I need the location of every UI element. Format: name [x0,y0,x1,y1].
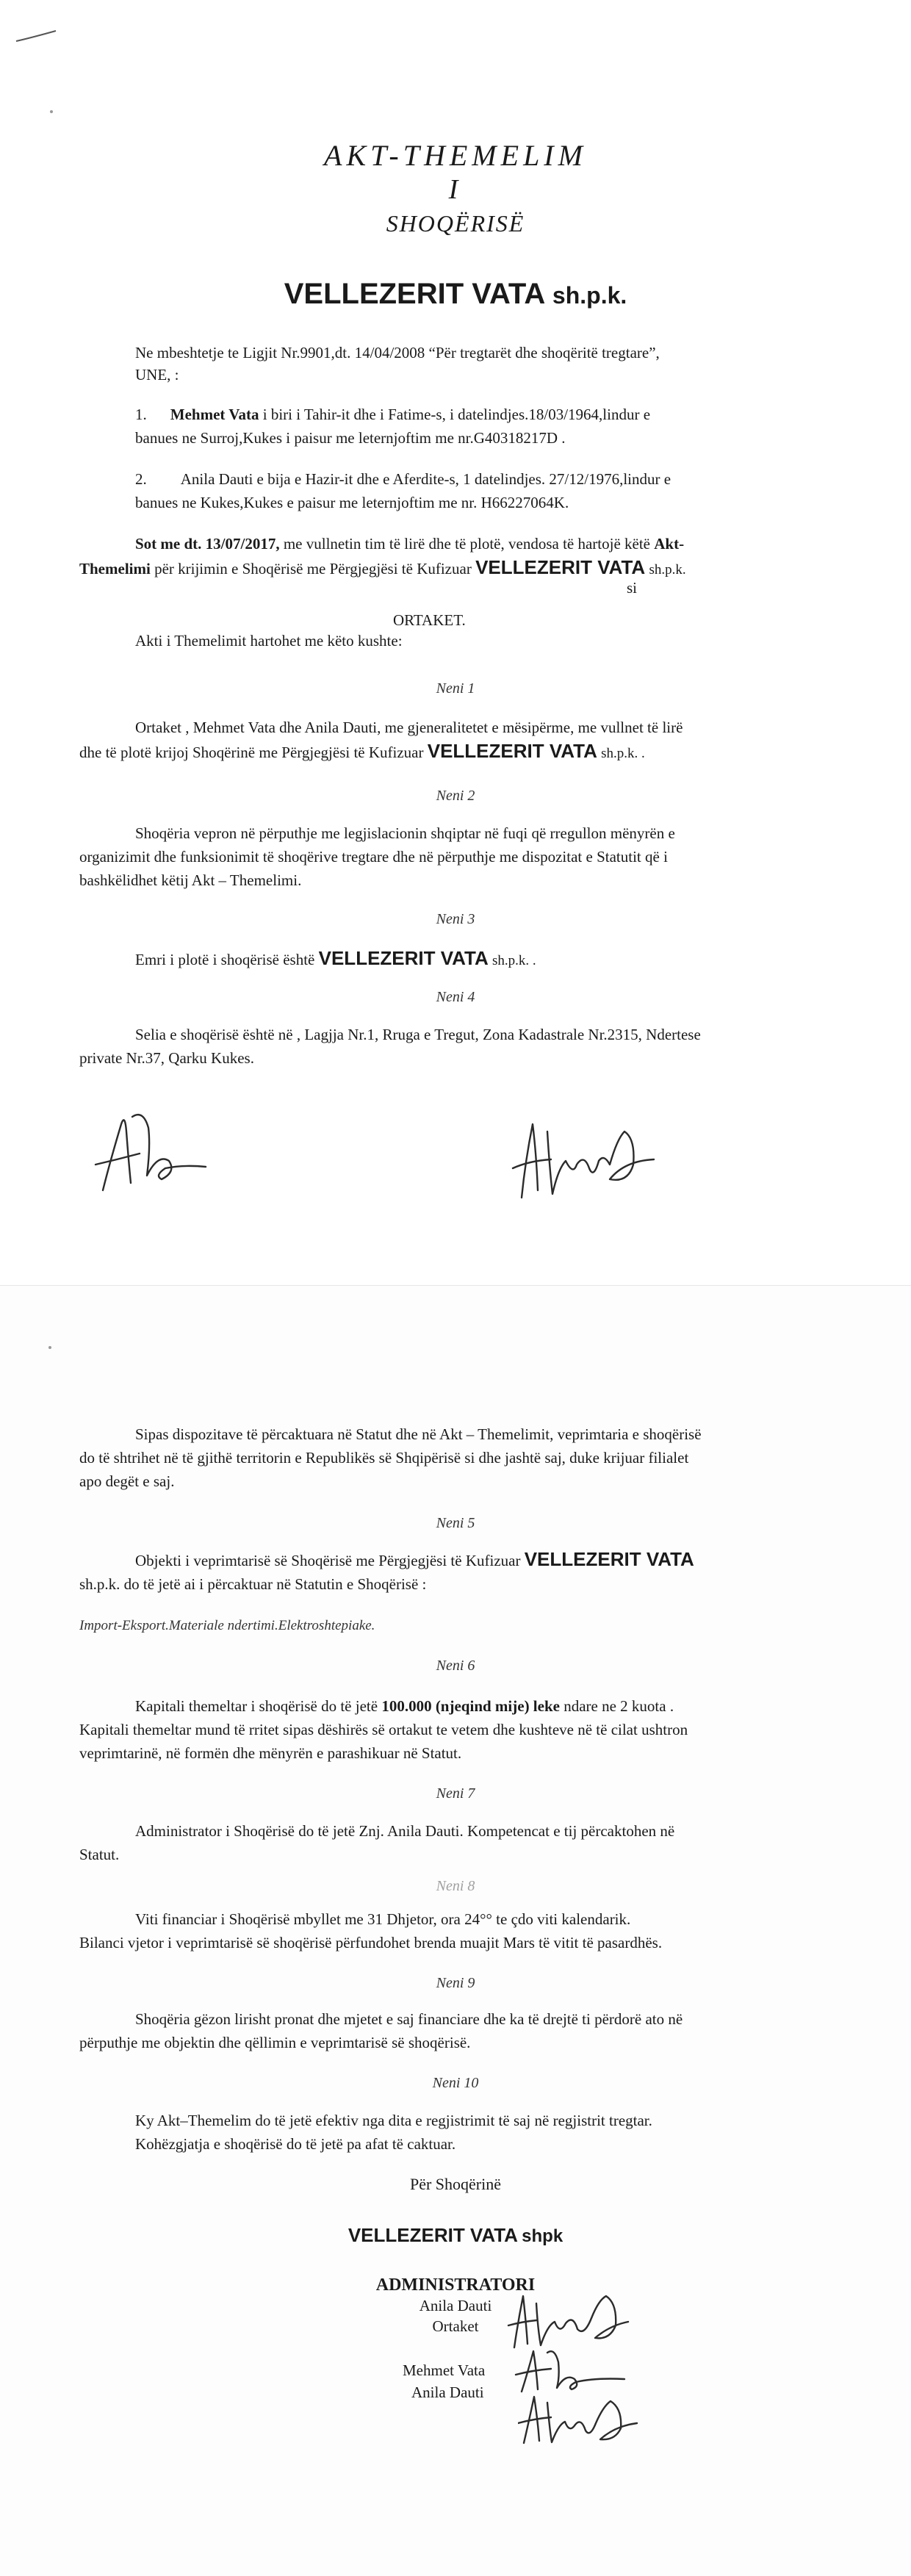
neni-2-heading: Neni 2 [436,788,475,804]
capital-amount: 100.000 (njeqind mije) leke [381,1697,560,1715]
signatory-1: Mehmet Vata [403,2361,486,2379]
themelimi-label: Themelimi [79,560,151,578]
neni-3-line-1 [135,946,536,973]
neni-10-line-1: Ky Akt–Themelim do të jetë efektiv nga dita e regjistrimit të saj në regjistrit tregtar. [135,2112,652,2129]
neni-4-heading: Neni 4 [436,989,475,1005]
company-name-inline: VELLEZERIT VATA [427,740,597,762]
company-suffix-inline: sh.p.k. [649,562,686,578]
neni-7-line-2: Statut. [79,1846,120,1863]
partner-2-line-2: banues ne Kukes,Kukes e paisur me leternjoftim me nr. H66227064K. [135,494,569,511]
neni-3-text: Emri i plotë i shoqërisë është [135,951,319,968]
business-object: Import-Eksport.Materiale ndertimi.Elektroshtepiake. [79,1618,375,1633]
document-page-1 [0,0,911,1286]
neni-4-line-1: Selia e shoqërisë është në , Lagjja Nr.1, Rruga e Tregut, Zona Kadastrale Nr.2315, Ndertese [135,1026,701,1043]
company-closing [0,2223,911,2249]
continuation-line-2: do të shtrihet në të gjithë territorin e Republikës së Shqipërisë si dhe jashtë saj, duke krijuar filialet [79,1449,689,1467]
founding-text-2: për krijimin e Shoqërisë me Përgjegjësi të Kufizuar [150,560,476,578]
capital-quota: ndare ne 2 kuota . [559,1697,674,1715]
scan-dot [48,1346,51,1349]
signature-anila-dauti [507,1109,669,1205]
company-heading [0,278,911,311]
neni-6-line-3: veprimtarinë, në formën dhe mënyrën e parashikuar në Statut. [79,1744,462,1762]
partner-2-details: Anila Dauti e bija e Hazir-it dhe e Aferdite-s, 1 datelindjes. 27/12/1976,lindur e [180,470,671,488]
company-suffix-inline: sh.p.k. [601,746,638,761]
neni-7-heading: Neni 7 [436,1785,475,1802]
founding-text: me vullnetin tim të lirë dhe të plotë, vendosa të hartojë këtë [279,535,655,553]
neni-8-line-1: Viti financiar i Shoqërisë mbyllet me 31 Dhjetor, ora 24°° te çdo viti kalendarik. [135,1910,631,1928]
scan-dot [50,110,53,113]
administratori-heading: ADMINISTRATORI [375,2275,536,2295]
partner-2-line-1 [135,467,671,492]
company-suffix-inline: sh.p.k. . [491,953,536,968]
neni-2-line-3: bashkëlidhet këtij Akt – Themelimi. [79,871,302,889]
neni-5-heading: Neni 5 [436,1515,475,1531]
neni-9-heading: Neni 9 [436,1975,475,1991]
continuation-line-1: Sipas dispozitave të përcaktuara në Statut dhe në Akt – Themelimit, veprimtaria e shoqërisë [135,1425,702,1443]
document-page-2 [0,1286,911,2576]
akti-intro: Akti i Themelimit hartohet me këto kushte: [135,632,403,650]
partner-1-line-2: banues ne Surroj,Kukes i paisur me leternjoftim me nr.G40318217D . [135,429,566,447]
neni-1-heading: Neni 1 [436,680,475,697]
neni-7-line-1: Administrator i Shoqërisë do të jetë Znj. Anila Dauti. Kompetencat e tij përcaktohen në [135,1822,675,1840]
continuation-line-3: apo degët e saj. [79,1472,175,1490]
partner-2-number: 2. [135,470,147,488]
partner-1-number: 1. [135,406,147,423]
neni-5-line-1 [135,1547,694,1573]
neni-4-line-2: private Nr.37, Qarku Kukes. [79,1049,254,1067]
company-name-inline: VELLEZERIT VATA [475,556,646,578]
founding-date: Sot me dt. 13/07/2017, [135,535,280,553]
document-subtitle: SHOQËRISË [386,210,525,237]
partner-1-name: Mehmet Vata [170,406,259,423]
title-connector: I [448,174,463,205]
signature-anila-dauti-2 [518,2388,643,2447]
company-name-closing: VELLEZERIT VATA [348,2224,518,2246]
company-suffix: sh.p.k. [552,282,627,309]
partner-1-line-1 [135,403,650,427]
neni-3-heading: Neni 3 [436,911,475,927]
legal-basis: Ne mbeshtetje te Ligjit Nr.9901,dt. 14/04/2008 “Për tregtarët dhe shoqëritë tregtare”, [135,344,660,361]
neni-8-line-2: Bilanci vjetor i veprimtarisë së shoqërisë përfundohet brenda muajit Mars të vitit të pasardhës. [79,1934,663,1951]
neni-6-line-2: Kapitali themeltar mund të rritet sipas dëshirës së ortakut te vetem dhe kushteve në të cilat ushtron [79,1721,688,1738]
neni-10-line-2: Kohëzgjatja e shoqërisë do të jetë pa afat të caktuar. [135,2135,456,2153]
founding-statement-line-1 [135,532,684,556]
company-name-inline: VELLEZERIT VATA [524,1548,694,1570]
si-label [0,576,911,600]
neni-5-line-2: sh.p.k. do të jetë ai i përcaktuar në Statutin e Shoqërisë : [79,1575,427,1593]
company-name: VELLEZERIT VATA [284,278,544,310]
neni-2-line-1: Shoqëria vepron në përputhje me legjislacionin shqiptar në fuqi që rregullon mënyrën e [135,824,675,842]
ortaket-label: Ortaket [432,2317,479,2335]
neni-9-line-2: përputhje me objektin dhe qëllimin e veprimtarisë së shoqërisë. [79,2034,471,2051]
per-shoqerine: Për Shoqërinë [409,2175,502,2193]
ortaket-heading: ORTAKET. [393,611,466,629]
partner-1-details: i biri i Tahir-it dhe i Fatime-s, i datelindjes.18/03/1964,lindur e [262,406,651,423]
neni-2-line-2: organizimit dhe funksionimit të shoqërive tregtare dhe në përputhje me dispozitat e Statutit që i [79,848,668,866]
une-label: UNE, : [135,366,179,384]
neni-1-line-1: Ortaket , Mehmet Vata dhe Anila Dauti, me gjeneralitetet e mësipërme, me vullnet të lirë [135,719,683,736]
neni-9-line-1: Shoqëria gëzon lirisht pronat dhe mjetet e saj financiare dhe ka të drejtë ti përdorë ato në [135,2010,683,2028]
capital-text: Kapitali themeltar i shoqërisë do të jetë [135,1697,382,1715]
akt-label: Akt- [654,535,685,553]
neni-6-heading: Neni 6 [436,1658,475,1674]
company-name-inline: VELLEZERIT VATA [318,947,489,969]
pen-mark [15,28,59,44]
neni-5-text: Objekti i veprimtarisë së Shoqërisë me Përgjegjësi të Kufizuar [135,1552,525,1569]
company-shpk: shpk [522,2226,563,2246]
neni-10-heading: Neni 10 [432,2075,479,2091]
neni-8-heading: Neni 8 [436,1878,475,1894]
signature-mehmet-vata [88,1102,220,1198]
administrator-name: Anila Dauti [419,2297,492,2314]
neni-6-line-1 [135,1694,674,1719]
neni-1-line-2: dhe të plotë krijoj Shoqërinë me Përgjegjësi të Kufizuar VELLEZERIT VATA sh.p.k. . [79,740,645,762]
document-title: AKT-THEMELIM [324,139,587,172]
signature-administrator [507,2285,632,2351]
signatory-2: Anila Dauti [411,2383,484,2401]
si-text: si [626,579,637,597]
neni-1-text: dhe të plotë krijoj Shoqërinë me Përgjegjësi të Kufizuar [79,744,428,761]
